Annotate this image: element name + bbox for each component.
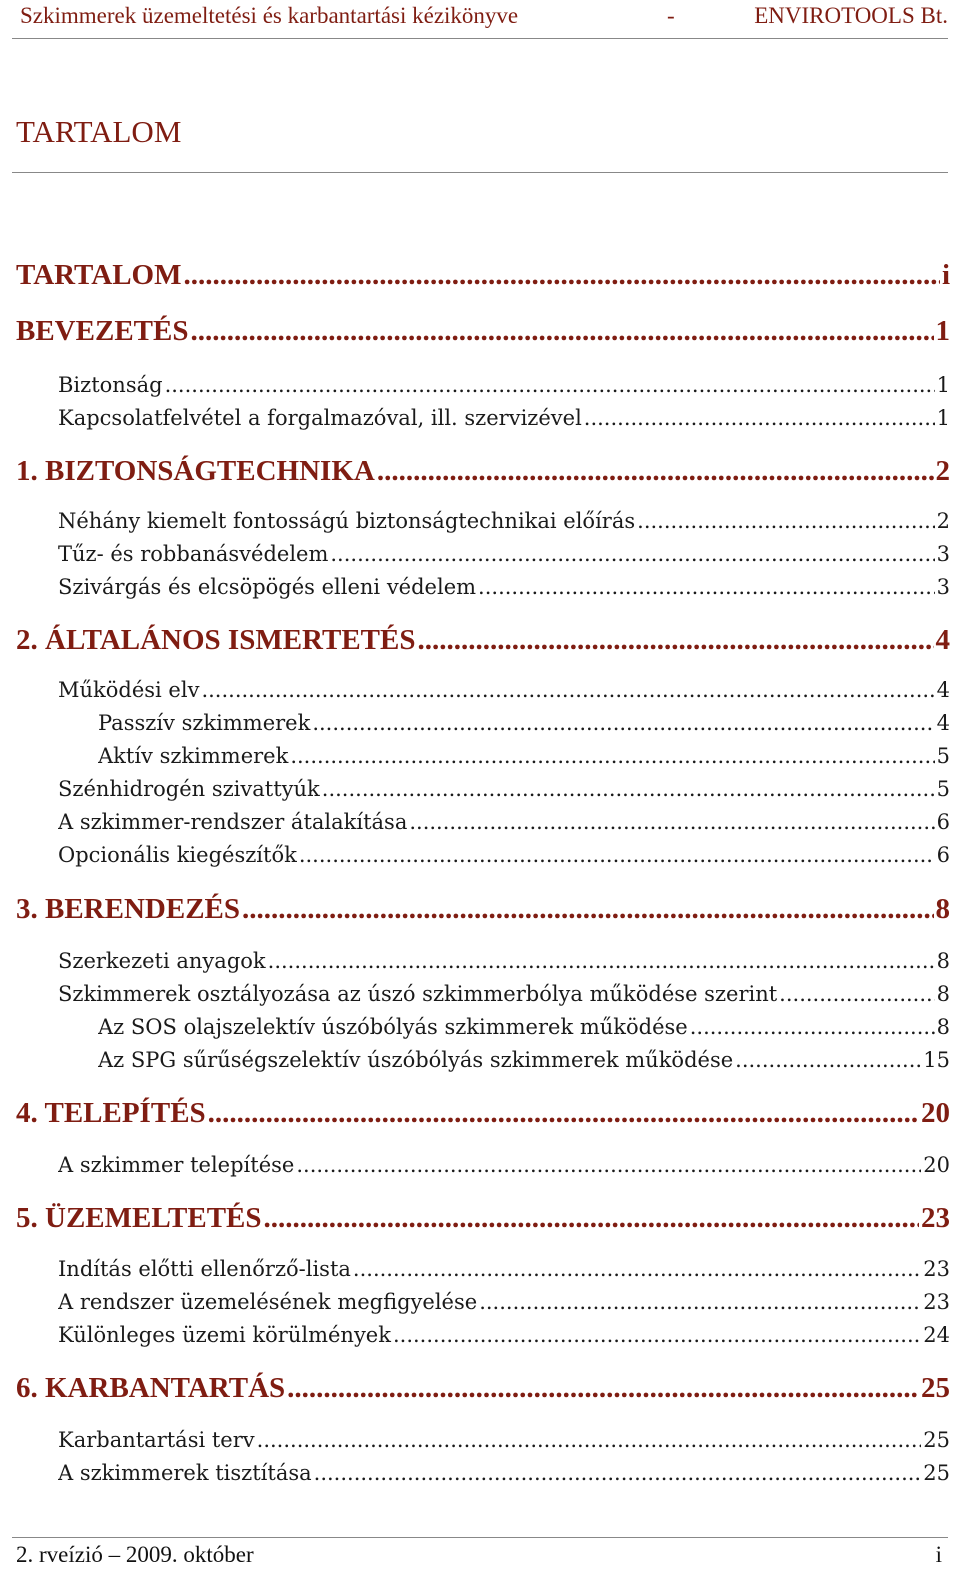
toc-entry-label: A szkimmerek tisztítása xyxy=(58,1461,312,1485)
dot-leader xyxy=(330,539,934,569)
toc-entry-page: 2 xyxy=(935,455,950,487)
dot-leader xyxy=(242,889,933,929)
toc-entry[interactable] xyxy=(58,774,950,804)
dot-leader xyxy=(637,506,934,536)
toc-entry[interactable] xyxy=(16,1198,950,1238)
toc-entry-page: 6 xyxy=(936,843,950,867)
dot-leader xyxy=(290,741,934,771)
toc-entry-label: Az SOS olajszelektív úszóbólyás szkimmerek működése xyxy=(98,1015,688,1039)
toc-entry-page: 1 xyxy=(936,406,950,430)
toc-entry-page: 24 xyxy=(923,1323,950,1347)
toc-entry-page: 1 xyxy=(935,315,950,347)
dot-leader xyxy=(299,840,935,870)
toc-entry-page: 3 xyxy=(936,542,950,566)
toc-entry-page: 25 xyxy=(921,1372,950,1404)
toc-entry[interactable] xyxy=(58,979,950,1009)
toc-entry[interactable] xyxy=(16,1368,950,1408)
toc-entry-page: 23 xyxy=(921,1202,950,1234)
toc-entry-label: A rendszer üzemelésének megfigyelése xyxy=(58,1290,478,1314)
toc-entry[interactable] xyxy=(16,255,950,295)
toc-entry[interactable] xyxy=(58,1425,950,1455)
toc-entry-page: 4 xyxy=(936,711,950,735)
toc-entry[interactable] xyxy=(16,889,950,929)
toc-entry[interactable] xyxy=(58,506,950,536)
toc-entry-page: 25 xyxy=(923,1428,950,1452)
toc-entry-label: Karbantartási terv xyxy=(58,1428,255,1452)
toc-entry-label: 3. BERENDEZÉS xyxy=(16,893,241,925)
toc-entry[interactable] xyxy=(58,403,950,433)
toc-entry[interactable] xyxy=(58,807,950,837)
toc-entry[interactable] xyxy=(58,370,950,400)
toc-entry-label: Szerkezeti anyagok xyxy=(58,949,266,973)
toc-entry-label: Szénhidrogén szivattyúk xyxy=(58,777,320,801)
toc-entry[interactable] xyxy=(58,1458,950,1488)
toc-entry-label: Passzív szkimmerek xyxy=(98,711,311,735)
toc-entry-label: Indítás előtti ellenőrző-lista xyxy=(58,1257,351,1281)
toc-entry[interactable] xyxy=(58,1254,950,1284)
toc-entry-label: BEVEZETÉS xyxy=(16,315,189,347)
toc-entry-page: 8 xyxy=(936,1015,950,1039)
toc-entry-page: 23 xyxy=(923,1257,950,1281)
toc-entry[interactable] xyxy=(58,675,950,705)
dot-leader xyxy=(201,675,934,705)
toc-entry-page: 3 xyxy=(936,575,950,599)
dot-leader xyxy=(296,1150,921,1180)
dot-leader xyxy=(314,1458,922,1488)
toc-entry-page: 5 xyxy=(936,777,950,801)
page-title: TARTALOM xyxy=(16,114,182,149)
toc-entry[interactable] xyxy=(58,840,950,870)
dot-leader xyxy=(779,979,934,1009)
toc-entry-page: 6 xyxy=(936,810,950,834)
dot-leader xyxy=(353,1254,921,1284)
running-footer xyxy=(16,1541,942,1571)
toc-entry-page: 5 xyxy=(936,744,950,768)
running-header xyxy=(12,0,948,39)
toc-entry[interactable] xyxy=(98,1045,950,1075)
dot-leader xyxy=(479,1287,921,1317)
footer-revision: 2. rveízió – 2009. október xyxy=(16,1542,254,1567)
toc-entry[interactable] xyxy=(58,572,950,602)
toc-entry-page: 20 xyxy=(923,1153,950,1177)
toc-entry-page: 25 xyxy=(923,1461,950,1485)
toc-entry-page: 15 xyxy=(923,1048,950,1072)
dot-leader xyxy=(165,370,935,400)
dot-leader xyxy=(690,1012,935,1042)
toc-entry-label: Kapcsolatfelvétel a forgalmazóval, ill. szervizével xyxy=(58,406,582,430)
header-title: Szkimmerek üzemeltetési és karbantartási kézikönyve xyxy=(20,3,519,28)
dot-leader xyxy=(312,708,934,738)
toc-entry[interactable] xyxy=(58,1150,950,1180)
toc-entry-page: 8 xyxy=(936,949,950,973)
dot-leader xyxy=(393,1320,921,1350)
toc-entry-label: Aktív szkimmerek xyxy=(98,744,289,768)
toc-entry[interactable] xyxy=(16,451,950,491)
dot-leader xyxy=(735,1045,921,1075)
dot-leader xyxy=(584,403,935,433)
toc-entry-page: 8 xyxy=(935,893,950,925)
dot-leader xyxy=(377,451,934,491)
dot-leader xyxy=(190,311,933,351)
toc-entry-label: Tűz- és robbanásvédelem xyxy=(58,542,329,566)
dot-leader xyxy=(183,255,939,295)
toc-entry[interactable] xyxy=(58,539,950,569)
toc-entry[interactable] xyxy=(98,708,950,738)
footer-page-number: i xyxy=(935,1542,942,1567)
toc-entry[interactable] xyxy=(16,1093,950,1133)
toc-entry-label: Szkimmerek osztályozása az úszó szkimmerbólya működése szerint xyxy=(58,982,778,1006)
dot-leader xyxy=(478,572,935,602)
toc-entry-page: 4 xyxy=(935,624,950,656)
header-company: ENVIROTOOLS Bt. xyxy=(754,3,948,28)
toc-entry[interactable] xyxy=(98,741,950,771)
toc-entry-label: 5. ÜZEMELTETÉS xyxy=(16,1202,262,1234)
toc-entry-label: Az SPG sűrűségszelektív úszóbólyás szkimmerek működése xyxy=(98,1048,734,1072)
toc-entry[interactable] xyxy=(16,620,950,660)
toc-entry[interactable] xyxy=(98,1012,950,1042)
toc-entry-label: Néhány kiemelt fontosságú biztonságtechnikai előírás xyxy=(58,509,636,533)
toc-entry-label: A szkimmer-rendszer átalakítása xyxy=(58,810,408,834)
toc-entry[interactable] xyxy=(16,311,950,351)
dot-leader xyxy=(417,620,933,660)
toc-entry-label: 4. TELEPÍTÉS xyxy=(16,1097,206,1129)
toc-entry-label: A szkimmer telepítése xyxy=(58,1153,295,1177)
toc-entry[interactable] xyxy=(58,946,950,976)
toc-entry-label: 2. ÁLTALÁNOS ISMERTETÉS xyxy=(16,624,416,656)
title-divider xyxy=(12,172,948,173)
toc-entry-label: 6. KARBANTARTÁS xyxy=(16,1372,286,1404)
toc-entry-page: 1 xyxy=(936,373,950,397)
toc-entry-label: Különleges üzemi körülmények xyxy=(58,1323,391,1347)
footer-divider xyxy=(12,1537,948,1538)
toc-entry-label: Opcionális kiegészítők xyxy=(58,843,297,867)
dot-leader xyxy=(287,1368,919,1408)
header-separator: - xyxy=(667,3,675,28)
toc-entry-page: 8 xyxy=(936,982,950,1006)
toc-entry[interactable] xyxy=(58,1320,950,1350)
toc-entry-page: 23 xyxy=(923,1290,950,1314)
dot-leader xyxy=(208,1093,919,1133)
toc-entry-label: 1. BIZTONSÁGTECHNIKA xyxy=(16,455,375,487)
toc-entry-label: TARTALOM xyxy=(16,259,182,291)
toc-entry-label: Szivárgás és elcsöpögés elleni védelem xyxy=(58,575,477,599)
toc-entry-page: i xyxy=(941,259,950,291)
dot-leader xyxy=(322,774,935,804)
dot-leader xyxy=(264,1198,919,1238)
dot-leader xyxy=(257,1425,922,1455)
toc-entry[interactable] xyxy=(58,1287,950,1317)
toc-entry-page: 2 xyxy=(936,509,950,533)
dot-leader xyxy=(409,807,934,837)
dot-leader xyxy=(268,946,935,976)
toc-entry-label: Működési elv xyxy=(58,678,200,702)
toc-entry-page: 4 xyxy=(936,678,950,702)
toc-entry-label: Biztonság xyxy=(58,373,163,397)
toc-entry-page: 20 xyxy=(921,1097,950,1129)
